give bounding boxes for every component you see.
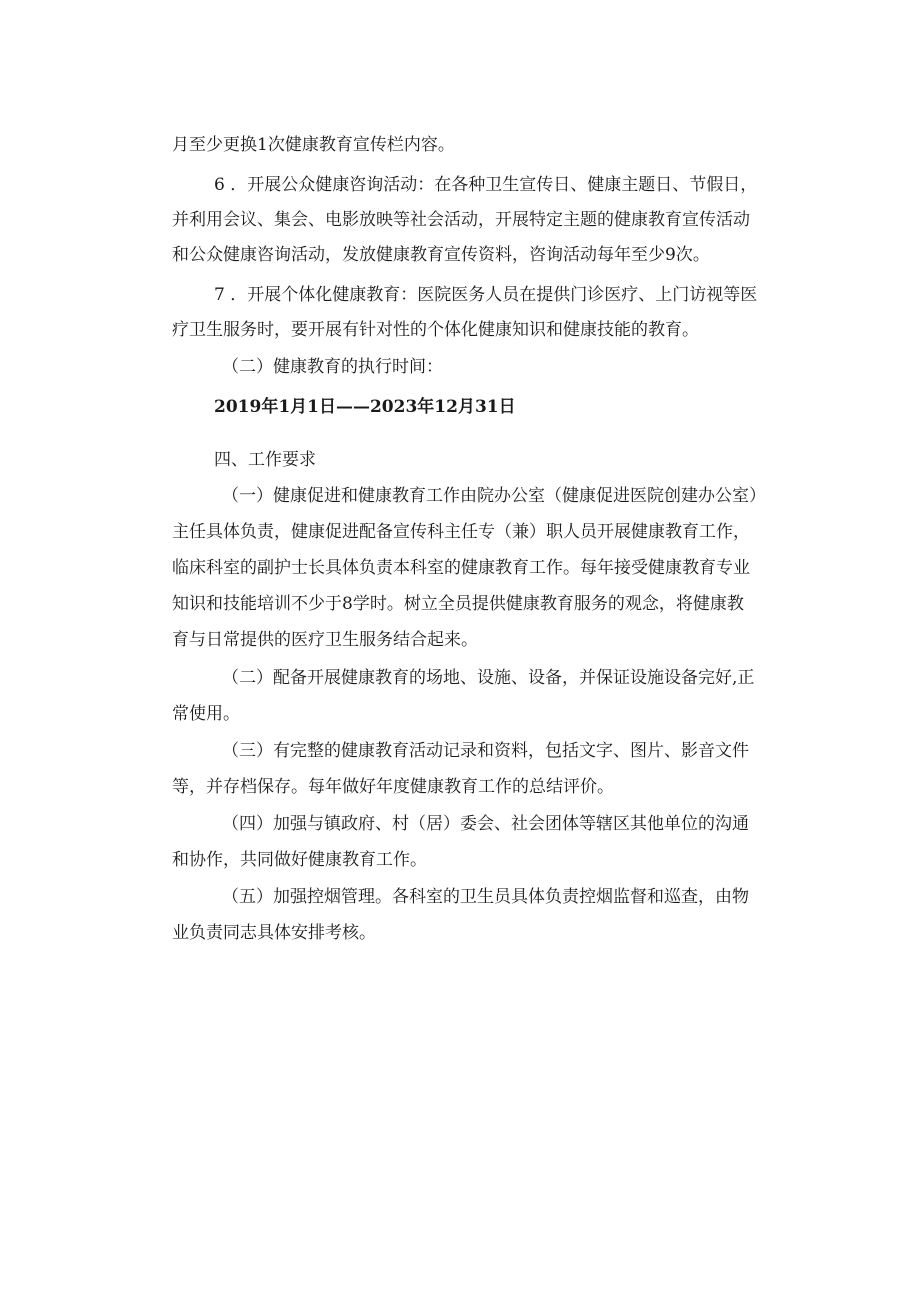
paragraph-line: 6 ．开展公众健康咨询活动：在各种卫生宣传日、健康主题日、节假日， — [214, 175, 758, 195]
paragraph-line: （五）加强控烟管理。各科室的卫生员具体负责控烟监督和巡查，由物 — [222, 887, 749, 907]
paragraph-line: （三）有完整的健康教育活动记录和资料，包括文字、图片、影音文件 — [222, 741, 749, 761]
subheading: （二）健康教育的执行时间： — [222, 357, 443, 377]
paragraph-line: 主任具体负责，健康促进配备宣传科主任专（兼）职人员开展健康教育工作， — [172, 522, 750, 542]
paragraph-line: 并利用会议、集会、电影放映等社会活动，开展特定主题的健康教育宣传活动 — [172, 210, 750, 230]
paragraph-line: 育与日常提供的医疗卫生服务结合起来。 — [172, 630, 478, 650]
paragraph-line: 临床科室的副护士长具体负责本科室的健康教育工作。每年接受健康教育专业 — [172, 558, 750, 578]
paragraph-line: 疗卫生服务时，要开展有针对性的个体化健康知识和健康技能的教育。 — [172, 320, 699, 340]
paragraph-line: 等，并存档保存。每年做好年度健康教育工作的总结评价。 — [172, 777, 614, 797]
paragraph-line: （一）健康促进和健康教育工作由院办公室（健康促进医院创建办公室） — [222, 486, 766, 506]
section-heading: 四、工作要求 — [214, 450, 316, 470]
paragraph-line: 月至少更换1次健康教育宣传栏内容。 — [172, 135, 455, 155]
date-range: 2019年1月1日——2023年12月31日 — [214, 397, 516, 417]
paragraph-line: （四）加强与镇政府、村（居）委会、社会团体等辖区其他单位的沟通 — [222, 814, 749, 834]
paragraph-line: 知识和技能培训不少于8学时。树立全员提供健康教育服务的观念，将健康教 — [172, 594, 744, 614]
paragraph-line: 常使用。 — [172, 704, 240, 724]
paragraph-line: 业负责同志具体安排考核。 — [172, 923, 376, 943]
paragraph-line: 7 ．开展个体化健康教育：医院医务人员在提供门诊医疗、上门访视等医 — [214, 285, 758, 305]
paragraph-line: 和公众健康咨询活动，发放健康教育宣传资料，咨询活动每年至少9次。 — [172, 245, 710, 265]
paragraph-line: （二）配备开展健康教育的场地、设施、设备，并保证设施设备完好,正 — [222, 668, 755, 688]
paragraph-line: 和协作，共同做好健康教育工作。 — [172, 850, 427, 870]
